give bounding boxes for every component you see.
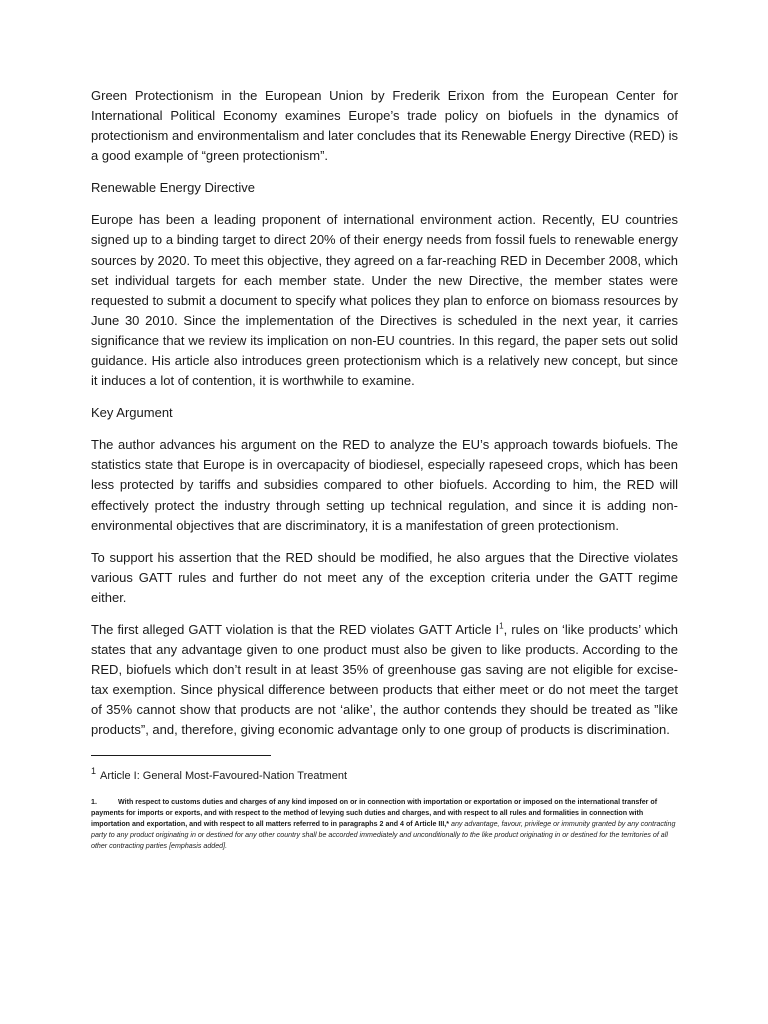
heading-renewable-energy-directive: Renewable Energy Directive <box>91 180 256 196</box>
footnote-reference[interactable]: 1 <box>499 621 504 631</box>
gatt-violation-text-start: The first alleged GATT violation is that the RED violates GATT Article I <box>91 621 500 637</box>
body-text <box>91 86 678 753</box>
footnote-body <box>91 797 683 852</box>
red-paragraph: Europe has been a leading proponent of international environment action. Recently, EU countries signed up to a binding target to direct 20% of their energy needs from fossil fuels to renewable energy sources by 2020. To meet this objective, they agreed on a far-reaching RED in December 2008, which set individual targets for each member state. Under the new Directive, the member states were requested to submit a document to specify what polices they plan to enforce on biomass resources by June 30 2010. Since the implementation of the Directives is scheduled in the next year, it carries significance that we review its implication on non-EU countries. In this regard, the paper sets out solid guidance. His article also introduces green protectionism which is a relatively new concept, but since it induces a lot of contention, it is worthwhile to examine. <box>91 212 678 389</box>
gatt-violation-paragraph <box>91 620 678 741</box>
heading-key-argument: Key Argument <box>91 405 173 421</box>
footnote-divider <box>91 755 271 756</box>
key-argument-paragraph: The author advances his argument on the RED to analyze the EU’s approach towards biofuels. The statistics state that Europe is in overcapacity of biodiesel, especially rapeseed crops, which has been less protected by tariffs and subsidies compared to other biofuels. According to him, the RED will effectively protect the industry through setting up technical regulation, and since it is adding non-environmental objectives that are discriminatory, it is a manifestation of green protectionism. <box>91 437 678 533</box>
footnote-mark: 1 <box>91 766 97 776</box>
footnote-title-text: Article I: General Most-Favoured-Nation Treatment <box>100 770 347 782</box>
footnote-bold-text: With respect to customs duties and charges of any kind imposed on or in connection with importation or exportation or imposed on the international transfer of payments for imports or exports, and with respect to the method of levying such duties and charges, and with respect to all rules and formalities in connection with importation and exportation, and with respect to all matters referred to in paragraphs 2 and 4 of Article III,* <box>91 798 658 828</box>
gatt-violation-text-end: , rules on ‘like products’ which states that any advantage given to one product must also be given to like products. According to the RED, biofuels which don’t result in at least 35% of greenhouse gas saving are not eligible for excise-tax exemption. Since physical difference between products that either meet or do not meet the target of 35% cannot show that products are not ‘alike’, the author contends they should be treated as ”like products”, and, therefore, giving economic advantage only to one group of products is discrimination. <box>91 621 678 738</box>
footnote-item-number: 1. <box>91 798 97 806</box>
intro-paragraph: Green Protectionism in the European Union by Frederik Erixon from the European Center for International Political Economy examines Europe’s trade policy on biofuels in the dynamics of protectionism and environmentalism and later concludes that its Renewable Energy Directive (RED) is a good example of “green protectionism”. <box>91 88 678 164</box>
footnote-italic-text: any advantage, favour, privilege or immunity granted by any contracting party to any product originating in or destined for any other country shall be accorded immediately and unconditionally to the like product originating in or destined for the territories of all other contracting parties [emphasis added]. <box>91 819 676 850</box>
footnote-title <box>91 762 678 785</box>
support-paragraph: To support his assertion that the RED should be modified, he also argues that the Directive violates various GATT rules and further do not meet any of the exception criteria under the GATT regime either. <box>91 549 678 605</box>
